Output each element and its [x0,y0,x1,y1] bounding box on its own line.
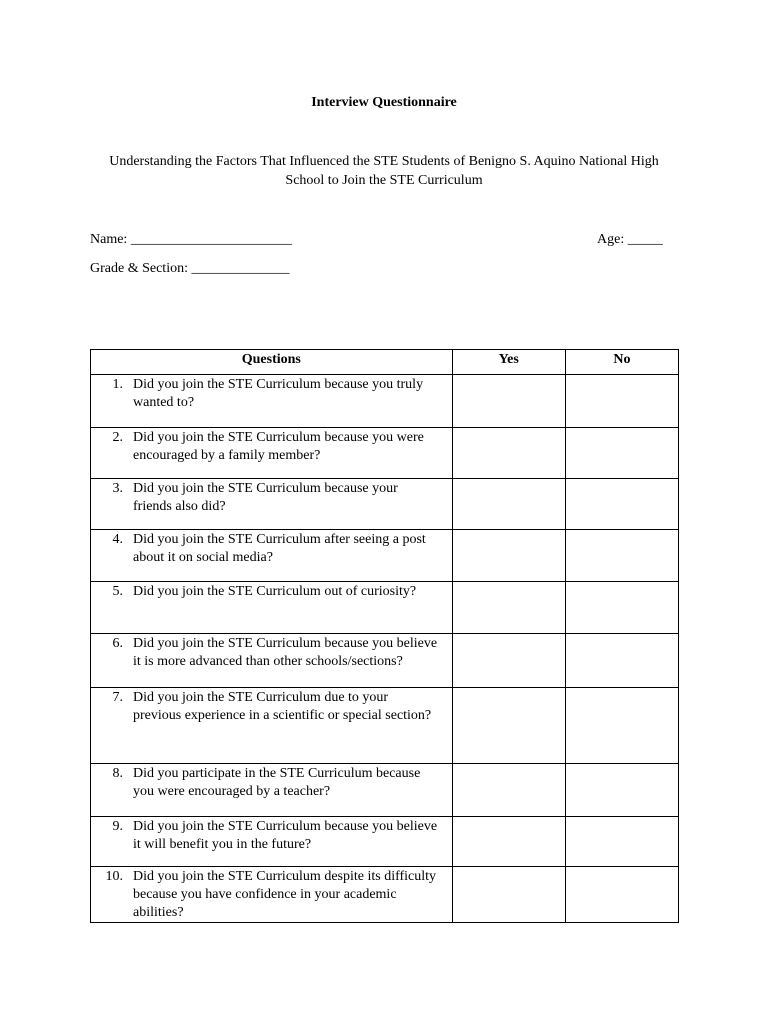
table-row [91,867,679,923]
question-cell [91,375,453,428]
age-field: Age: _____ [597,232,663,247]
question-number: 5. [112,584,123,599]
question-text: Did you join the STE Curriculum despite its difficulty because you have confidence in your academic abilities? [133,869,437,920]
question-text: Did you join the STE Curriculum because your friends also did? [133,481,398,514]
header-yes: Yes [452,350,565,375]
question-text: Did you join the STE Curriculum because you believe it will benefit you in the future? [133,819,438,852]
question-text: Did you join the STE Curriculum after seeing a post about it on social media? [133,532,426,565]
question-text: Did you join the STE Curriculum out of curiosity? [133,584,417,599]
table-header-row [91,350,679,375]
table-row [91,582,679,634]
yes-cell[interactable] [452,867,565,923]
yes-cell[interactable] [452,375,565,428]
question-cell [91,764,453,817]
yes-cell[interactable] [452,634,565,688]
question-cell [91,479,453,530]
no-cell[interactable] [565,530,678,582]
table-row [91,530,679,582]
no-cell[interactable] [565,634,678,688]
question-number: 6. [112,636,123,651]
table-row [91,817,679,867]
question-number: 9. [112,819,123,834]
question-cell [91,582,453,634]
table-row [91,428,679,479]
question-text: Did you join the STE Curriculum because you were encouraged by a family member? [133,430,424,463]
question-number: 2. [112,430,123,445]
question-cell [91,817,453,867]
no-cell[interactable] [565,479,678,530]
questionnaire-table [90,349,679,923]
yes-cell[interactable] [452,688,565,764]
question-cell [91,428,453,479]
question-text: Did you participate in the STE Curriculum because you were encouraged by a teacher? [133,766,421,799]
no-cell[interactable] [565,764,678,817]
yes-cell[interactable] [452,428,565,479]
table-row [91,634,679,688]
no-cell[interactable] [565,688,678,764]
question-cell [91,688,453,764]
table-row [91,688,679,764]
question-cell [91,634,453,688]
question-number: 1. [112,377,123,392]
yes-cell[interactable] [452,764,565,817]
no-cell[interactable] [565,817,678,867]
table-row [91,764,679,817]
question-number: 4. [112,532,123,547]
question-number: 10. [105,869,123,884]
no-cell[interactable] [565,867,678,923]
header-questions: Questions [91,350,453,375]
yes-cell[interactable] [452,582,565,634]
yes-cell[interactable] [452,479,565,530]
no-cell[interactable] [565,428,678,479]
document-title: Interview Questionnaire [311,95,457,110]
question-text: Did you join the STE Curriculum because you believe it is more advanced than other schools/sections? [133,636,438,669]
table-row [91,479,679,530]
question-number: 3. [112,481,123,496]
question-text: Did you join the STE Curriculum because you truly wanted to? [133,377,424,410]
yes-cell[interactable] [452,530,565,582]
yes-cell[interactable] [452,817,565,867]
question-text: Did you join the STE Curriculum due to your previous experience in a scientific or special section? [133,690,432,723]
question-cell [91,530,453,582]
document-subtitle: Understanding the Factors That Influenced the STE Students of Benigno S. Aquino National High School to Join the STE Curriculum [109,154,659,188]
name-field: Name: _______________________ [90,232,292,247]
question-cell [91,867,453,923]
no-cell[interactable] [565,582,678,634]
no-cell[interactable] [565,375,678,428]
question-number: 7. [112,690,123,705]
table-row [91,375,679,428]
question-number: 8. [112,766,123,781]
header-no: No [565,350,678,375]
grade-section-field: Grade & Section: ______________ [90,261,290,276]
